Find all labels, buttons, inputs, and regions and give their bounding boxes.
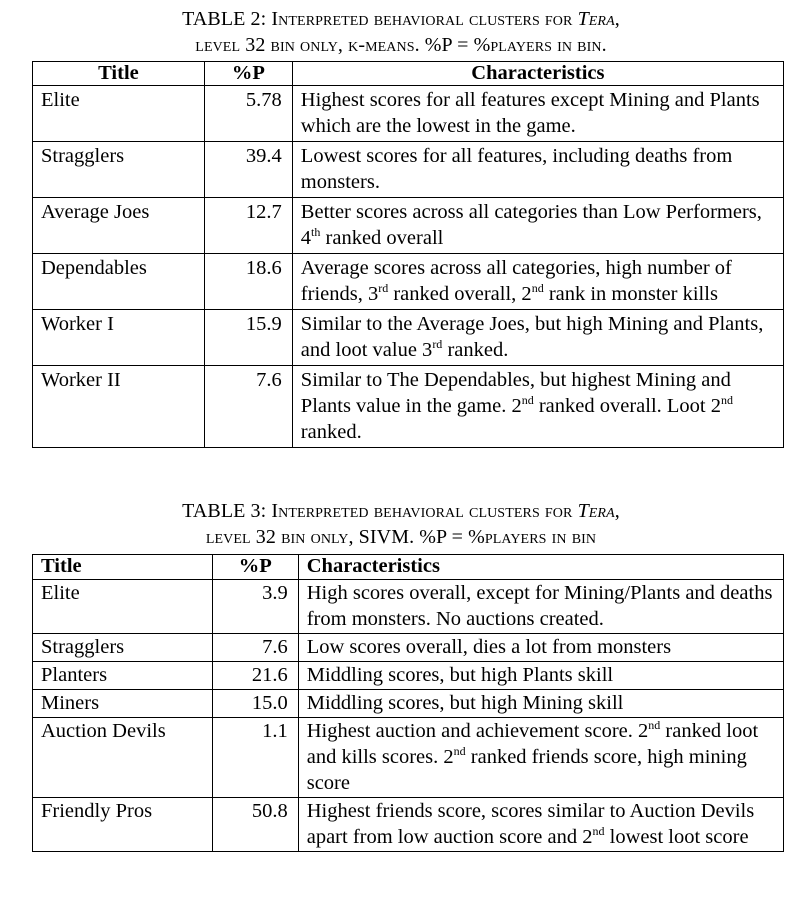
table3-header-row bbox=[33, 555, 784, 580]
table-row bbox=[33, 254, 784, 310]
row-title: Elite bbox=[33, 580, 213, 634]
table-row bbox=[33, 798, 784, 852]
row-percent: 12.7 bbox=[204, 198, 292, 254]
table-row bbox=[33, 366, 784, 448]
row-title: Planters bbox=[33, 662, 213, 690]
row-characteristics: Similar to the Average Joes, but high Mining and Plants, and loot value 3rd ranked. bbox=[292, 310, 783, 366]
row-percent: 39.4 bbox=[204, 142, 292, 198]
row-characteristics: Better scores across all categories than Low Performers, 4th ranked overall bbox=[292, 198, 783, 254]
table3-header-title: Title bbox=[33, 555, 213, 580]
row-percent: 50.8 bbox=[212, 798, 298, 852]
row-characteristics: Low scores overall, dies a lot from monsters bbox=[298, 634, 783, 662]
row-title: Worker II bbox=[33, 366, 205, 448]
row-percent: 5.78 bbox=[204, 86, 292, 142]
row-percent: 21.6 bbox=[212, 662, 298, 690]
table2-caption bbox=[0, 6, 802, 58]
table-row bbox=[33, 198, 784, 254]
row-percent: 18.6 bbox=[204, 254, 292, 310]
row-percent: 15.0 bbox=[212, 690, 298, 718]
row-characteristics: Middling scores, but high Mining skill bbox=[298, 690, 783, 718]
row-characteristics: Lowest scores for all features, including deaths from monsters. bbox=[292, 142, 783, 198]
row-title: Friendly Pros bbox=[33, 798, 213, 852]
table2-header-p: %P bbox=[204, 62, 292, 86]
row-title: Stragglers bbox=[33, 142, 205, 198]
row-characteristics: Middling scores, but high Plants skill bbox=[298, 662, 783, 690]
row-percent: 7.6 bbox=[204, 366, 292, 448]
table-row bbox=[33, 690, 784, 718]
table-row bbox=[33, 718, 784, 798]
row-characteristics: Highest scores for all features except Mining and Plants which are the lowest in the game. bbox=[292, 86, 783, 142]
row-characteristics: Highest friends score, scores similar to Auction Devils apart from low auction score and 2nd lowest loot score bbox=[298, 798, 783, 852]
table-row bbox=[33, 310, 784, 366]
row-percent: 3.9 bbox=[212, 580, 298, 634]
table-row bbox=[33, 634, 784, 662]
row-title: Average Joes bbox=[33, 198, 205, 254]
table3-header-characteristics: Characteristics bbox=[298, 555, 783, 580]
table2-header-row bbox=[33, 62, 784, 86]
row-title: Dependables bbox=[33, 254, 205, 310]
table-row bbox=[33, 580, 784, 634]
table-row bbox=[33, 662, 784, 690]
row-percent: 1.1 bbox=[212, 718, 298, 798]
table-row bbox=[33, 142, 784, 198]
table3-caption bbox=[0, 498, 802, 550]
row-percent: 7.6 bbox=[212, 634, 298, 662]
table2-header-characteristics: Characteristics bbox=[292, 62, 783, 86]
row-characteristics: High scores overall, except for Mining/Plants and deaths from monsters. No auctions created. bbox=[298, 580, 783, 634]
row-characteristics: Similar to The Dependables, but highest Mining and Plants value in the game. 2nd ranked overall. Loot 2nd ranked. bbox=[292, 366, 783, 448]
table2-header-title: Title bbox=[33, 62, 205, 86]
row-title: Stragglers bbox=[33, 634, 213, 662]
table2-caption-line1: TABLE 2: Interpreted behavioral clusters for Tera, bbox=[182, 8, 620, 30]
row-title: Miners bbox=[33, 690, 213, 718]
row-characteristics: Average scores across all categories, high number of friends, 3rd ranked overall, 2nd rank in monster kills bbox=[292, 254, 783, 310]
row-percent: 15.9 bbox=[204, 310, 292, 366]
table-row bbox=[33, 86, 784, 142]
table3 bbox=[32, 554, 784, 852]
row-title: Worker I bbox=[33, 310, 205, 366]
table3-header-p: %P bbox=[212, 555, 298, 580]
row-title: Elite bbox=[33, 86, 205, 142]
row-characteristics: Highest auction and achievement score. 2nd ranked loot and kills scores. 2nd ranked friends score, high mining score bbox=[298, 718, 783, 798]
table3-caption-line1: TABLE 3: Interpreted behavioral clusters for Tera, bbox=[182, 500, 620, 522]
table2 bbox=[32, 61, 784, 448]
table3-caption-line2: level 32 bin only, SIVM. %P = %players in bin bbox=[205, 526, 597, 548]
table2-caption-line2: level 32 bin only, k-means. %P = %players in bin. bbox=[195, 34, 607, 56]
row-title: Auction Devils bbox=[33, 718, 213, 798]
